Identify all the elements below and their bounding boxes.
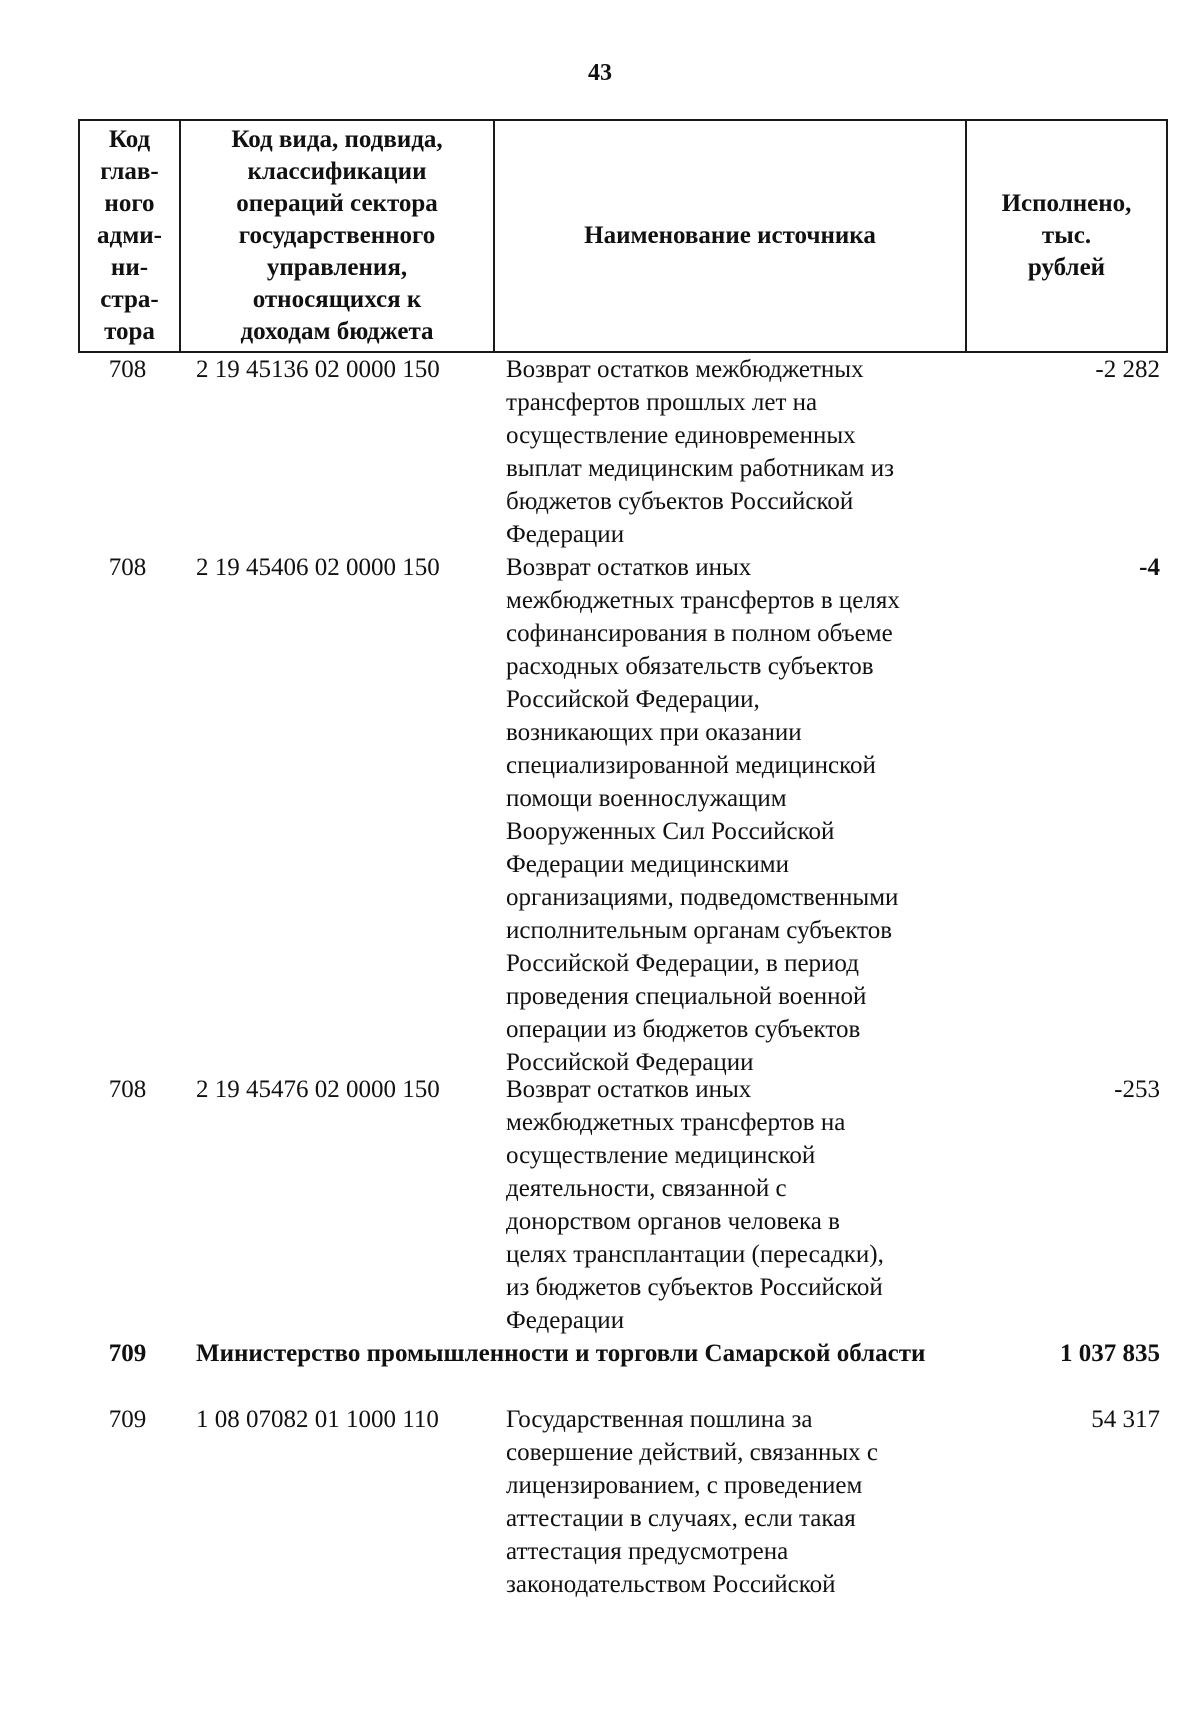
admin-code: 708 [108, 1076, 147, 1103]
executed-amount: -2 282 [1095, 356, 1160, 383]
table-row [78, 1073, 1172, 1337]
classification-code: 2 19 45476 02 0000 150 [196, 1076, 440, 1103]
header-admin-code: Код глав- ного адми- ни- стра- тора [79, 120, 180, 352]
header-source-name: Наименование источника [494, 120, 966, 352]
table-row [78, 551, 1172, 1076]
classification-code: 2 19 45136 02 0000 150 [196, 356, 440, 383]
table-row [78, 1403, 1172, 1603]
source-name: Государственная пошлина за совершение действий, связанных с лицензированием, с проведением аттестации в случаях, если такая аттестация предусмотрена законодательством Российской [506, 1406, 879, 1598]
page-number: 43 [588, 60, 612, 86]
executed-amount: 54 317 [1091, 1406, 1160, 1433]
header-classification-code: Код вида, подвида, классификации операций сектора государственного управления, относящихся к доходам бюджета [180, 120, 494, 352]
table-header [78, 119, 1168, 353]
admin-code: 708 [108, 554, 147, 581]
executed-amount: -253 [1114, 1076, 1160, 1103]
source-name: Возврат остатков межбюджетных трансфертов прошлых лет на осуществление единовременных выплат медицинским работникам из бюджетов субъектов Российской Федерации [506, 356, 894, 548]
source-name: Возврат остатков иных межбюджетных трансфертов в целях софинансирования в полном объеме расходных обязательств субъектов Российской Федерации, возникающих при оказании специализированной медицинской помощи военнослужащим Вооруженных Сил Российской Федерации медицинскими организациями, подведомственными исполнительным органам субъектов Российской Федерации, в период проведения специальной военной операции из бюджетов субъектов Российской Федерации [506, 554, 900, 1076]
table-row-ministry [78, 1337, 1172, 1403]
admin-code: 709 [108, 1340, 147, 1367]
executed-amount: 1 037 835 [1060, 1340, 1160, 1367]
source-name: Возврат остатков иных межбюджетных трансфертов на осуществление медицинской деятельности, связанной с донорством органов человека в целях трансплантации (пересадки), из бюджетов субъектов Российской Федерации [506, 1076, 884, 1334]
admin-code: 708 [108, 356, 147, 383]
classification-code: 1 08 07082 01 1000 110 [196, 1406, 439, 1433]
ministry-title: Министерство промышленности и торговли Самарской области [196, 1340, 926, 1367]
classification-code: 2 19 45406 02 0000 150 [196, 554, 440, 581]
table-body [78, 353, 1172, 1603]
executed-amount: -4 [1139, 554, 1160, 581]
admin-code: 709 [108, 1406, 147, 1433]
header-executed-amount: Исполнено, тыс. рублей [966, 120, 1167, 352]
table-row [78, 353, 1172, 551]
